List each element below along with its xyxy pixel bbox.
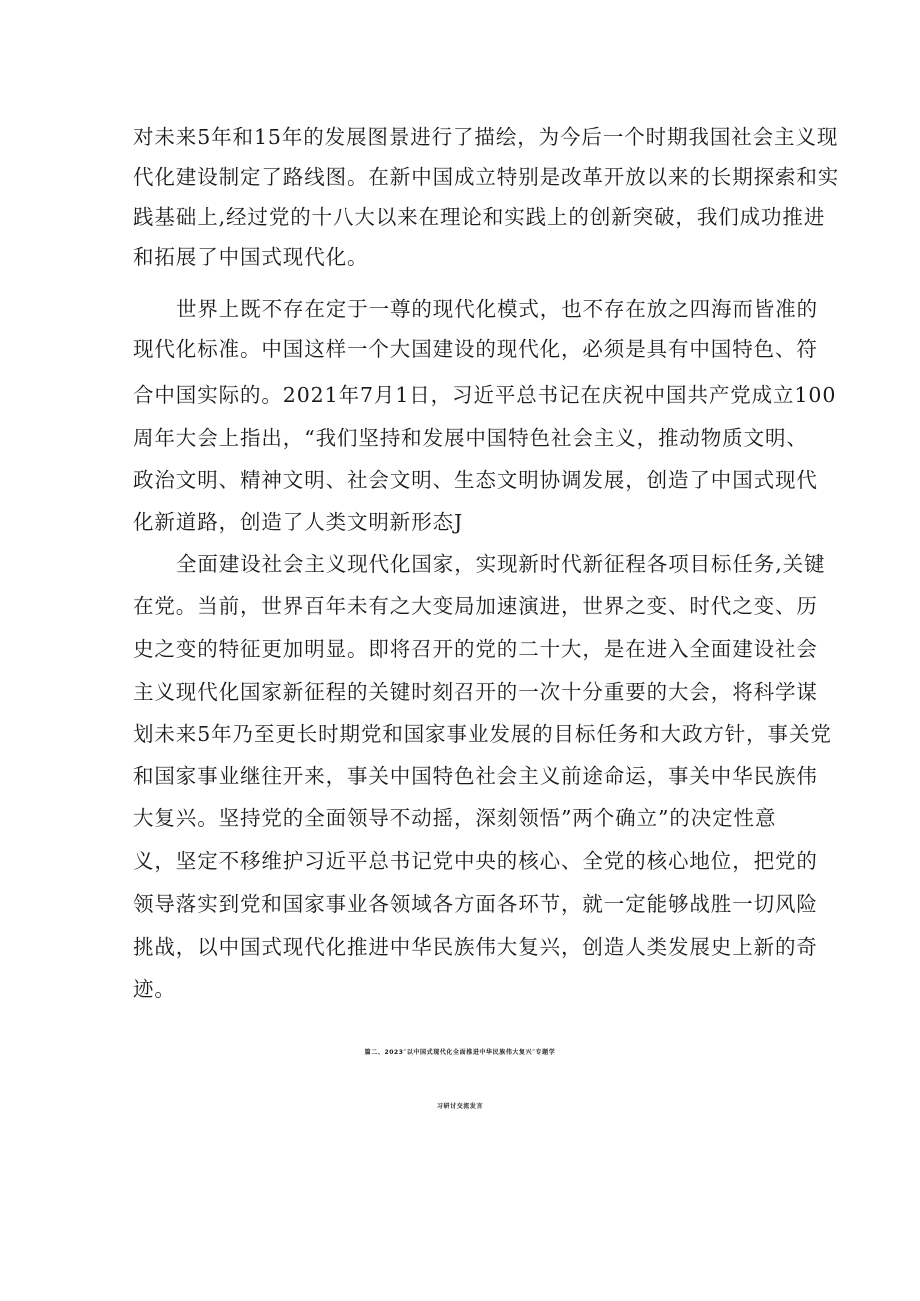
- paragraph-1-line-1: 对未来5年和15年的发展图景进行了描绘，为今后一个时期我国社会主义现: [133, 125, 839, 149]
- section-heading-line-2: 习研讨交流发言: [436, 1103, 484, 1110]
- paragraph-3-line-8: 义，坚定不移维护习近平总书记党中央的核心、全党的核心地位，把党的: [133, 849, 818, 873]
- paragraph-3-line-10: 挑战，以中国式现代化推进中华民族伟大复兴，创造人类发展史上新的奇: [133, 935, 818, 959]
- paragraph-2-line-2: 现代化标准。中国这样一个大国建设的现代化，必须是具有中国特色、符: [133, 337, 818, 361]
- paragraph-3-line-5: 划未来5年乃至更长时期党和国家事业发展的目标任务和大政方针，事关党: [133, 722, 832, 746]
- paragraph-2-line-6: 化新道路，创造了人类文明新形态J: [133, 510, 464, 534]
- paragraph-1-line-4: 和拓展了中国式现代化。: [133, 245, 369, 269]
- paragraph-1-line-3: 践基础上,经过党的十八大以来在理论和实践上的创新突破，我们成功推进: [133, 205, 826, 229]
- paragraph-2-line-5: 政治文明、精神文明、社会文明、生态文明协调发展，创造了中国式现代: [133, 468, 818, 492]
- paragraph-2-line-4: 周年大会上指出，“我们坚持和发展中国特色社会主义，推动物质文明、: [133, 426, 808, 450]
- paragraph-3-line-7: 大复兴。坚持党的全面领导不动摇，深刻领悟”两个确立”的决定性意: [133, 806, 777, 830]
- paragraph-3-line-1: 全面建设社会主义现代化国家，实现新时代新征程各项目标任务,关键: [176, 552, 826, 576]
- paragraph-1-line-2: 代化建设制定了路线图。在新中国成立特别是改革开放以来的长期探索和实: [133, 165, 840, 189]
- paragraph-2-line-1: 世界上既不存在定于一尊的现代化模式，也不存在放之四海而皆准的: [176, 297, 818, 321]
- paragraph-3-line-9: 领导落实到党和国家事业各领域各方面各环节，就一定能够战胜一切风险: [133, 892, 818, 916]
- section-heading-line-1: 篇二、2023″以中国式现代化全面推进中华民族伟大复兴″专题学: [364, 1049, 556, 1056]
- paragraph-3-line-4: 主义现代化国家新征程的关键时刻召开的一次十分重要的大会，将科学谋: [133, 680, 818, 704]
- paragraph-3-line-2: 在党。当前，世界百年未有之大变局加速演进，世界之变、时代之变、历: [133, 594, 818, 618]
- paragraph-3-line-3: 史之变的特征更加明显。即将召开的党的二十大，是在进入全面建设社会: [133, 637, 818, 661]
- paragraph-2-line-3: 合中国实际的。2021年7月1日，习近平总书记在庆祝中国共产党成立100: [133, 383, 837, 407]
- paragraph-3-line-6: 和国家事业继往开来，事关中国特色社会主义前途命运，事关中华民族伟: [133, 764, 818, 788]
- paragraph-3-line-11: 迹。: [133, 977, 176, 1001]
